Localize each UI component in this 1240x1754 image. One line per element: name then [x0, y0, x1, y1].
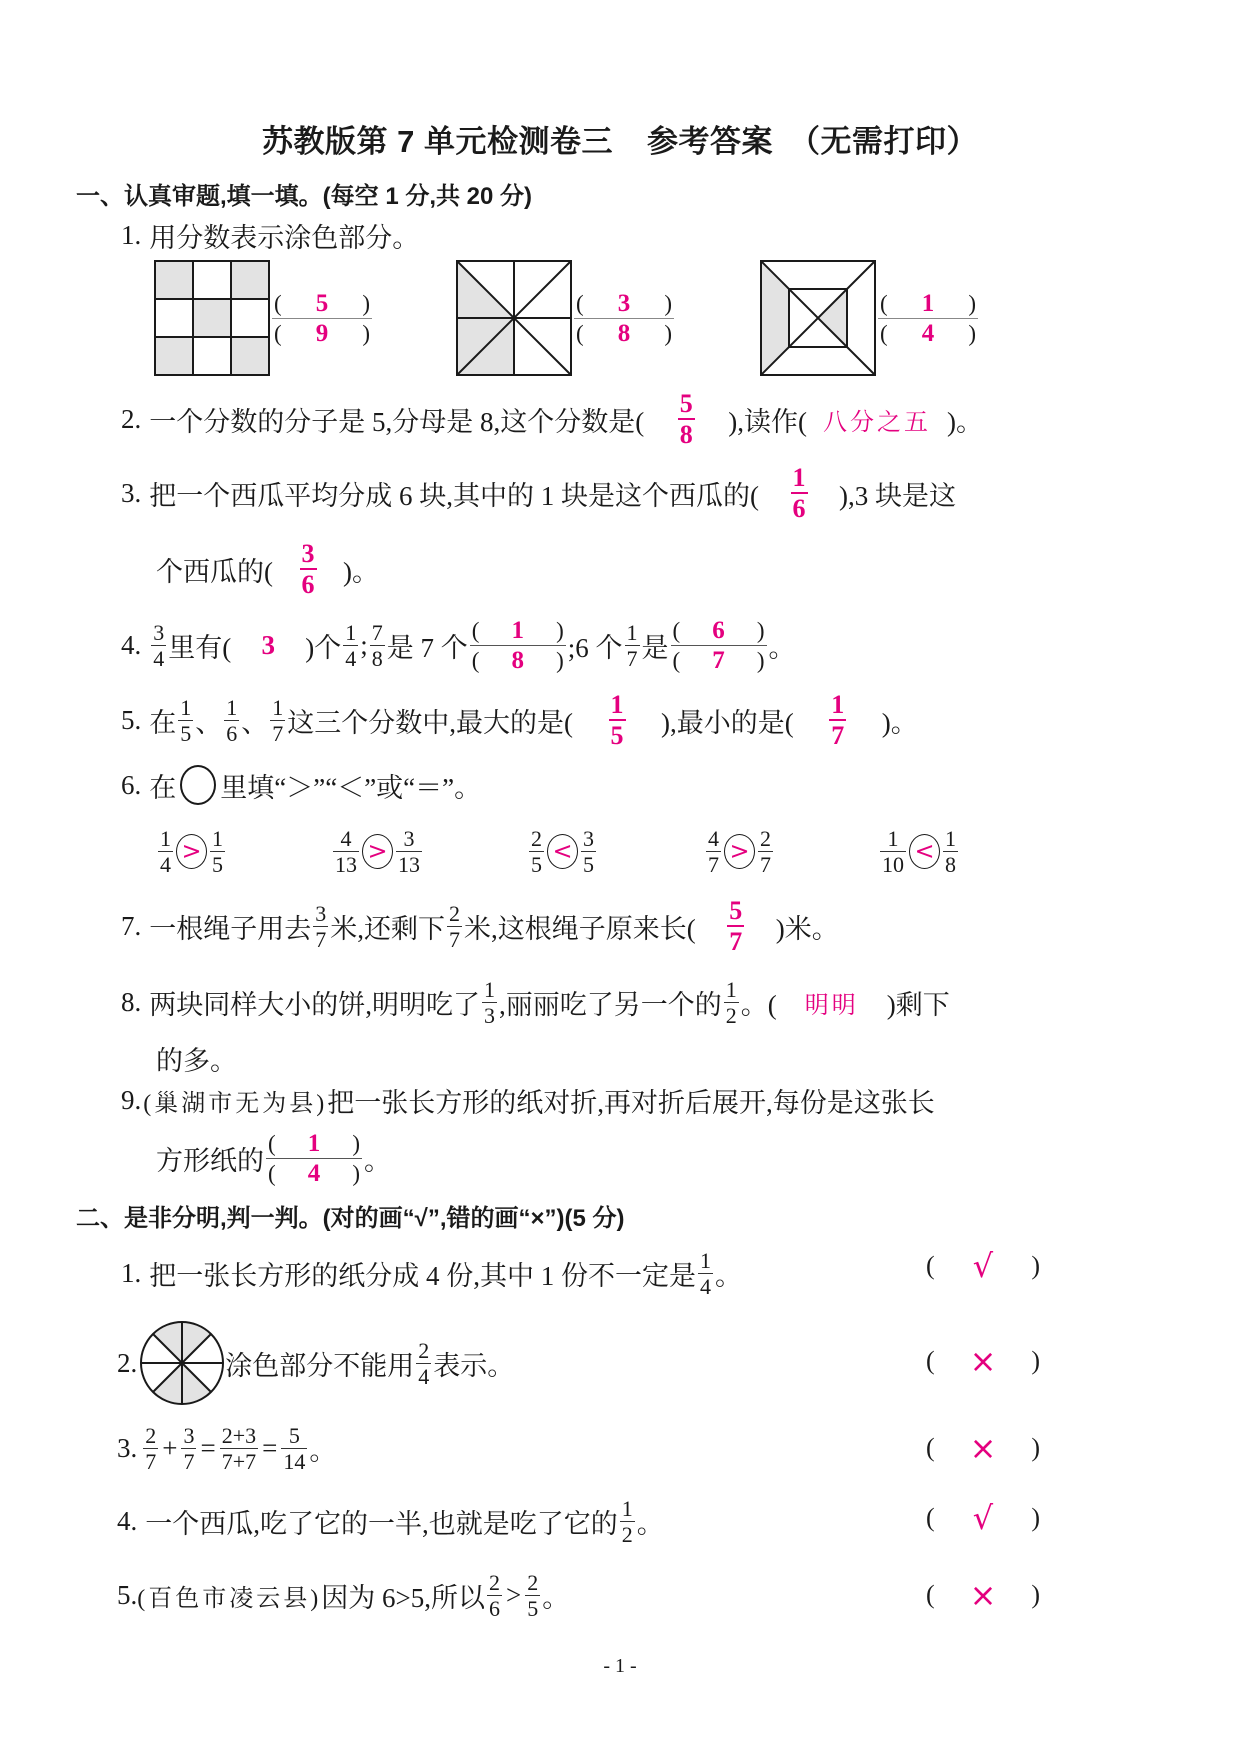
fraction [158, 827, 173, 876]
fraction [625, 621, 640, 670]
question-number: 4. [117, 1505, 138, 1536]
fraction [758, 827, 773, 876]
answer-denominator: 7 [712, 646, 725, 674]
question-text: ; [360, 629, 368, 660]
denominator: 13 [335, 851, 357, 877]
comparison-circle: < [547, 834, 578, 869]
left-paren: ( [926, 1580, 935, 1609]
numerator: 1 [272, 694, 284, 720]
right-paren: ) [664, 320, 672, 346]
answer-fraction [829, 691, 846, 749]
question-number: 8. [121, 986, 142, 1017]
answer-fraction [300, 540, 317, 598]
right-paren: ) [1031, 1433, 1040, 1462]
comparison-5 [878, 821, 960, 881]
question-text: 把一张长方形的纸分成 4 份,其中 1 份不一定是 [149, 1260, 696, 1291]
fraction [447, 902, 462, 951]
question-text: 两块同样大小的饼,明明吃了 [149, 989, 480, 1020]
right-paren: ) [362, 320, 370, 346]
question-1-9 [121, 1070, 935, 1130]
question-text: ),读作( [728, 406, 807, 437]
denominator: 6 [488, 1595, 500, 1621]
denominator: 4 [700, 1273, 711, 1299]
fraction [270, 696, 285, 745]
fraction [224, 696, 239, 745]
right-paren: ) [556, 617, 564, 643]
denominator: 4 [418, 1363, 430, 1389]
title-sub: 参考答案 [646, 123, 773, 159]
question-1-8 [121, 972, 950, 1032]
comparison-4 [704, 821, 775, 881]
left-paren: ( [268, 1160, 276, 1186]
question-text: 表示。 [433, 1350, 515, 1381]
comparison-2 [331, 821, 424, 881]
fraction [343, 621, 358, 670]
answer-fraction-blank [574, 291, 674, 346]
equals-sign: = [262, 1432, 278, 1463]
denominator: 4 [153, 645, 165, 671]
comparison-3 [527, 821, 598, 881]
answer-numerator: 1 [511, 616, 525, 644]
right-paren: ) [362, 290, 370, 316]
denominator: 7 [272, 720, 284, 746]
numerator: 1 [626, 619, 638, 645]
figure-nested-squares [760, 260, 980, 376]
question-text: 里填“＞”“＜”或“＝”。 [220, 772, 482, 803]
greater-than-sign: > [505, 1579, 522, 1610]
question-number: 6. [121, 769, 142, 800]
comparison-1 [156, 821, 227, 881]
triangles-figure-icon [456, 260, 572, 376]
figure-grid [154, 260, 374, 376]
question-text: 涂色部分不能用 [225, 1350, 415, 1381]
left-paren: ( [471, 617, 480, 643]
left-paren: ( [672, 617, 681, 643]
fraction [416, 1339, 431, 1388]
question-text: 用分数表示涂色部分。 [149, 222, 420, 253]
question-text: 一个西瓜,吃了它的一半,也就是吃了它的 [145, 1508, 618, 1539]
question-text: 里有( [168, 632, 232, 663]
question-source: (百色市凌云县) [137, 1585, 322, 1612]
fraction [333, 827, 359, 876]
judge-answer-5 [926, 1565, 1040, 1625]
comparison-circle: > [176, 834, 207, 869]
numerator: 1 [700, 1247, 711, 1273]
fraction-bar [574, 318, 674, 319]
numerator: 2+3 [221, 1422, 257, 1448]
denominator: 7 [183, 1448, 195, 1474]
answer-fraction [609, 691, 626, 749]
left-paren: ( [576, 290, 584, 316]
denominator: 7+7 [221, 1448, 257, 1474]
answer-denominator: 9 [315, 319, 329, 347]
answer-slot [794, 691, 882, 749]
answer-value: 3 [261, 629, 275, 660]
denominator: 8 [371, 645, 383, 671]
check-mark-icon: √ [972, 1499, 994, 1537]
denominator: 5 [610, 721, 624, 750]
fraction-bar [272, 318, 372, 319]
question-1-5 [121, 690, 918, 750]
numerator: 3 [583, 825, 594, 851]
judge-item-4 [117, 1491, 664, 1551]
answer-numerator: 5 [315, 289, 329, 317]
question-text: 米,这根绳子原来长( [464, 913, 696, 944]
answer-denominator: 4 [307, 1159, 321, 1187]
question-text: 一个分数的分子是 5,分母是 8,这个分数是( [149, 406, 645, 437]
answer-fraction-blank [272, 291, 372, 346]
question-1-2 [121, 389, 983, 449]
answer-fraction [727, 897, 744, 955]
question-1-3-continued [156, 539, 379, 599]
answer-slot [759, 464, 839, 522]
question-text: 。 [715, 1260, 742, 1291]
question-number: 3. [121, 477, 142, 508]
question-text: 这三个分数中,最大的是( [287, 707, 573, 738]
question-text: 。( [740, 989, 777, 1020]
left-paren: ( [926, 1346, 935, 1375]
question-text: ),最小的是( [661, 707, 794, 738]
judge-answer-3 [926, 1418, 1040, 1478]
question-text: 。 [542, 1582, 570, 1613]
answer-reading: 八分之五 [822, 409, 931, 436]
numerator: 1 [160, 825, 171, 851]
question-1-7 [121, 896, 839, 956]
figure-square-triangles [456, 260, 676, 376]
answer-slot [696, 897, 776, 955]
denominator: 5 [583, 851, 594, 877]
question-number: 9. [121, 1084, 142, 1115]
question-text: 。 [364, 1145, 391, 1176]
fraction [581, 827, 596, 876]
separator: 、 [241, 707, 269, 738]
denominator: 7 [315, 926, 327, 952]
judge-answer-1 [926, 1236, 1040, 1296]
title-main: 苏教版第 7 单元检测卷三 [262, 123, 613, 159]
numerator: 1 [212, 825, 223, 851]
question-number: 2. [117, 1347, 138, 1378]
denominator: 2 [621, 1521, 633, 1547]
question-text: 是 [641, 632, 669, 663]
numerator: 4 [340, 825, 352, 851]
question-text: 是 7 个 [386, 632, 468, 663]
shaded-circle-figure-icon [139, 1320, 225, 1406]
question-1-9-continued [156, 1128, 391, 1188]
numerator: 2 [531, 825, 542, 851]
answer-fraction-blank [470, 618, 566, 673]
question-text: 在 [149, 707, 177, 738]
numerator: 1 [945, 825, 956, 851]
answer-slot [231, 630, 305, 661]
question-text: 。 [309, 1435, 337, 1466]
denominator: 3 [484, 1002, 495, 1028]
numerator: 1 [345, 619, 357, 645]
left-paren: ( [926, 1503, 935, 1532]
section2-heading: 二、是非分明,判一判。(对的画“√”,错的画“×”)(5 分) [76, 1204, 625, 1232]
numerator: 1 [725, 976, 737, 1002]
answer-fraction [791, 464, 808, 522]
left-paren: ( [576, 320, 584, 346]
question-1-6 [121, 755, 481, 815]
fraction [210, 827, 225, 876]
question-text: )。 [343, 556, 379, 587]
judge-answer-4 [926, 1488, 1040, 1548]
grid-figure-icon [154, 260, 270, 376]
right-paren: ) [352, 1160, 360, 1186]
denominator: 5 [180, 720, 192, 746]
numerator: 2 [449, 900, 460, 926]
numerator: 3 [301, 539, 315, 568]
equals-sign: = [200, 1432, 216, 1463]
numerator: 1 [887, 825, 899, 851]
fraction [620, 1497, 635, 1546]
right-paren: ) [556, 647, 564, 673]
numerator: 2 [145, 1422, 157, 1448]
numerator: 5 [288, 1422, 300, 1448]
numerator: 1 [180, 694, 192, 720]
question-text: 把一个西瓜平均分成 6 块,其中的 1 块是这个西瓜的( [149, 480, 759, 511]
question-number: 7. [121, 910, 142, 941]
question-text: 因为 6>5,所以 [321, 1582, 485, 1613]
separator: 、 [195, 707, 223, 738]
question-text: 个西瓜的( [156, 556, 273, 587]
page-number: - 1 - [603, 1655, 637, 1677]
denominator: 6 [226, 720, 238, 746]
question-text: 米,还剩下 [330, 913, 445, 944]
fraction-bar [266, 1158, 362, 1159]
title-note: （无需打印） [788, 123, 978, 159]
answer-numerator: 1 [307, 1129, 321, 1157]
answer-denominator: 4 [921, 319, 935, 347]
fraction [880, 827, 906, 876]
fraction [525, 1571, 540, 1620]
answer-fraction-blank [266, 1131, 362, 1186]
plus-sign: + [162, 1432, 178, 1463]
denominator: 6 [301, 570, 315, 599]
left-paren: ( [880, 320, 888, 346]
cross-mark-icon: × [969, 1342, 997, 1380]
denominator: 7 [708, 851, 719, 877]
right-paren: ) [1031, 1346, 1040, 1375]
fraction [181, 1424, 196, 1473]
denominator: 4 [345, 645, 357, 671]
left-paren: ( [926, 1251, 935, 1280]
fraction [943, 827, 958, 876]
fraction [370, 621, 385, 670]
numerator: 3 [403, 825, 415, 851]
left-paren: ( [268, 1130, 276, 1156]
question-text: 的多。 [156, 1045, 237, 1076]
fraction [396, 827, 422, 876]
left-paren: ( [672, 647, 681, 673]
fraction-bar [878, 318, 978, 319]
numerator: 1 [484, 976, 495, 1002]
question-text: )。 [881, 707, 918, 738]
fraction [724, 978, 739, 1027]
answer-fraction-blank [671, 618, 767, 673]
answer-name: 明明 [804, 992, 859, 1019]
question-text: 在 [149, 772, 177, 803]
question-1-4 [121, 615, 796, 675]
fraction [281, 1424, 307, 1473]
answer-denominator: 8 [511, 646, 525, 674]
question-text: 方形纸的 [156, 1145, 264, 1176]
check-mark-icon: √ [972, 1247, 994, 1285]
question-text: 。 [636, 1508, 664, 1539]
judge-answer-2 [926, 1331, 1040, 1391]
numerator: 3 [153, 619, 165, 645]
fraction [487, 1571, 502, 1620]
answer-slot [644, 390, 728, 448]
fraction [313, 902, 328, 951]
answer-slot [273, 540, 343, 598]
question-text: 把一张长方形的纸对折,再对折后展开,每份是这张长 [327, 1087, 935, 1118]
denominator: 7 [449, 926, 460, 952]
denominator: 8 [679, 420, 693, 449]
answer-fraction-blank [878, 291, 978, 346]
fraction [151, 621, 166, 670]
numerator: 1 [226, 694, 238, 720]
cross-mark-icon: × [969, 1576, 997, 1614]
answer-numerator: 6 [712, 616, 725, 644]
nested-squares-figure-icon [760, 260, 876, 376]
question-number: 4. [121, 629, 142, 660]
numerator: 4 [708, 825, 719, 851]
denominator: 7 [626, 645, 638, 671]
page-title [0, 110, 1240, 166]
denominator: 5 [212, 851, 223, 877]
question-number: 5. [121, 704, 142, 735]
denominator: 4 [160, 851, 171, 877]
left-paren: ( [274, 320, 282, 346]
denominator: 7 [831, 721, 845, 750]
judge-item-3 [117, 1418, 336, 1478]
left-paren: ( [926, 1433, 935, 1462]
comparison-circle: < [909, 834, 940, 869]
question-text: ,丽丽吃了另一个的 [499, 989, 722, 1020]
right-paren: ) [756, 647, 765, 673]
question-text: )米。 [775, 913, 839, 944]
denominator: 7 [145, 1448, 157, 1474]
right-paren: ) [968, 320, 976, 346]
fraction-bar [470, 645, 566, 646]
left-paren: ( [274, 290, 282, 316]
fraction [178, 696, 193, 745]
judge-item-1 [121, 1243, 742, 1303]
left-paren: ( [880, 290, 888, 316]
fraction [143, 1424, 158, 1473]
right-paren: ) [1031, 1503, 1040, 1532]
fraction [482, 978, 497, 1027]
comparison-circle: > [362, 834, 393, 869]
right-paren: ) [756, 617, 765, 643]
fraction [698, 1249, 713, 1298]
numerator: 1 [792, 463, 806, 492]
numerator: 1 [621, 1495, 633, 1521]
denominator: 7 [729, 927, 743, 956]
question-number: 2. [121, 403, 142, 434]
numerator: 1 [610, 690, 624, 719]
question-number: 1. [121, 219, 142, 250]
right-paren: ) [1031, 1251, 1040, 1280]
comparison-circle: > [724, 834, 755, 869]
question-text: ),3 块是这 [839, 480, 956, 511]
fraction [706, 827, 721, 876]
answer-slot [777, 985, 887, 1020]
cross-mark-icon: × [969, 1429, 997, 1467]
denominator: 14 [283, 1448, 306, 1474]
answer-numerator: 3 [617, 289, 631, 317]
denominator: 5 [527, 1595, 539, 1621]
question-text: 。 [768, 632, 796, 663]
denominator: 8 [945, 851, 956, 877]
numerator: 1 [831, 690, 845, 719]
numerator: 3 [183, 1422, 195, 1448]
answer-numerator: 1 [921, 289, 935, 317]
numerator: 2 [488, 1569, 500, 1595]
question-text: ;6 个 [567, 632, 623, 663]
denominator: 7 [760, 851, 771, 877]
question-number: 3. [117, 1432, 138, 1463]
question-number: 5. [117, 1579, 138, 1610]
judge-item-2 [117, 1318, 514, 1408]
question-source: (巢湖市无为县) [143, 1090, 328, 1117]
right-paren: ) [1031, 1580, 1040, 1609]
judge-item-5 [117, 1565, 569, 1625]
fraction-bar [671, 645, 767, 646]
denominator: 2 [725, 1002, 737, 1028]
question-text: )个 [305, 632, 342, 663]
fraction [529, 827, 544, 876]
answer-denominator: 8 [617, 319, 631, 347]
question-1-3 [121, 463, 956, 523]
question-text: 一根绳子用去 [149, 913, 312, 944]
denominator: 10 [882, 851, 904, 877]
numerator: 5 [729, 896, 743, 925]
empty-circle-icon [180, 765, 216, 805]
answer-slot [807, 402, 947, 437]
right-paren: ) [968, 290, 976, 316]
right-paren: ) [664, 290, 672, 316]
question-number: 1. [121, 1257, 142, 1288]
answer-slot [573, 691, 661, 749]
left-paren: ( [471, 647, 480, 673]
numerator: 2 [760, 825, 771, 851]
denominator: 5 [531, 851, 542, 877]
denominator: 6 [792, 494, 806, 523]
numerator: 3 [315, 900, 327, 926]
numerator: 2 [527, 1569, 539, 1595]
fraction [220, 1424, 258, 1473]
right-paren: ) [352, 1130, 360, 1156]
denominator: 13 [398, 851, 420, 877]
answer-fraction [678, 390, 695, 448]
question-1-1 [121, 205, 419, 265]
numerator: 5 [679, 389, 693, 418]
section1-heading: 一、认真审题,填一填。(每空 1 分,共 20 分) [76, 182, 533, 210]
question-text: )剩下 [886, 989, 950, 1020]
numerator: 7 [371, 619, 383, 645]
numerator: 2 [418, 1337, 430, 1363]
question-text: )。 [946, 406, 983, 437]
